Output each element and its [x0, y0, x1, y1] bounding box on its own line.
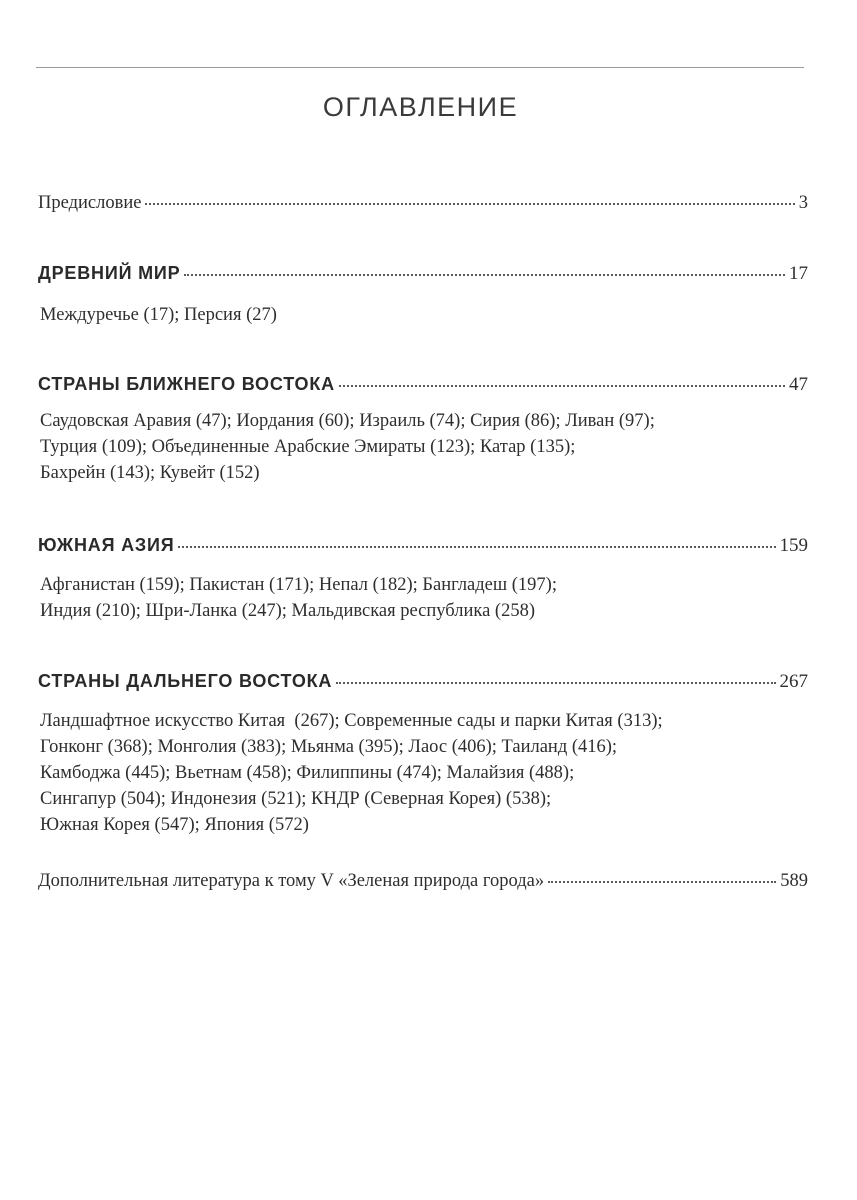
toc-section-near-east[interactable] — [38, 374, 808, 396]
section-page: 17 — [789, 263, 808, 284]
leader-dots — [145, 203, 794, 205]
toc-entry-literature[interactable] — [38, 871, 808, 892]
toc-section-far-east[interactable] — [38, 671, 808, 693]
section-item-line: Гонконг (368); Монголия (383); Мьянма (395); Лаос (406); Таиланд (416); — [40, 737, 618, 757]
toc-entry-label: Дополнительная литература к тому V «Зеленая природа города» — [38, 871, 545, 891]
toc-section-south-asia[interactable] — [38, 535, 808, 557]
section-item-line: Ландшафтное искусство Китая (267); Современные сады и парки Китая (313); — [40, 711, 663, 731]
leader-dots — [548, 881, 776, 883]
section-item-line: Индия (210); Шри-Ланка (247); Мальдивская республика (258) — [40, 601, 535, 621]
section-item-line: Турция (109); Объединенные Арабские Эмираты (123); Катар (135); — [40, 437, 576, 457]
toc-entry-preface[interactable] — [38, 193, 808, 214]
leader-dots — [336, 682, 775, 684]
section-items-ancient — [40, 302, 277, 328]
section-page: 267 — [779, 671, 808, 692]
section-page: 47 — [789, 374, 808, 395]
toc-entry-page: 3 — [798, 193, 808, 213]
toc-section-ancient[interactable] — [38, 263, 808, 285]
toc-entry-label: Предисловие — [38, 193, 142, 213]
section-item-line: Междуречье (17); Персия (27) — [40, 305, 277, 325]
top-rule — [36, 67, 804, 68]
section-item-line: Бахрейн (143); Кувейт (152) — [40, 463, 260, 483]
section-items-south-asia — [40, 572, 557, 624]
section-item-line: Афганистан (159); Пакистан (171); Непал (182); Бангладеш (197); — [40, 575, 557, 595]
leader-dots — [178, 546, 775, 548]
section-item-line: Саудовская Аравия (47); Иордания (60); Израиль (74); Сирия (86); Ливан (97); — [40, 411, 655, 431]
section-heading: ДРЕВНИЙ МИР — [38, 263, 181, 283]
section-item-line: Сингапур (504); Индонезия (521); КНДР (Северная Корея) (538); — [40, 789, 552, 809]
section-item-line: Южная Корея (547); Япония (572) — [40, 815, 309, 835]
toc-entry-page: 589 — [780, 871, 808, 891]
section-heading: СТРАНЫ ДАЛЬНЕГО ВОСТОКА — [38, 671, 333, 691]
leader-dots — [184, 274, 785, 276]
leader-dots — [339, 385, 785, 387]
section-items-near-east — [40, 408, 655, 486]
section-page: 159 — [779, 535, 808, 556]
section-item-line: Камбоджа (445); Вьетнам (458); Филиппины (474); Малайзия (488); — [40, 763, 575, 783]
section-heading: СТРАНЫ БЛИЖНЕГО ВОСТОКА — [38, 374, 335, 394]
section-heading: ЮЖНАЯ АЗИЯ — [38, 535, 175, 555]
page-title: ОГЛАВЛЕНИЕ — [322, 92, 519, 122]
section-items-far-east — [40, 708, 663, 838]
